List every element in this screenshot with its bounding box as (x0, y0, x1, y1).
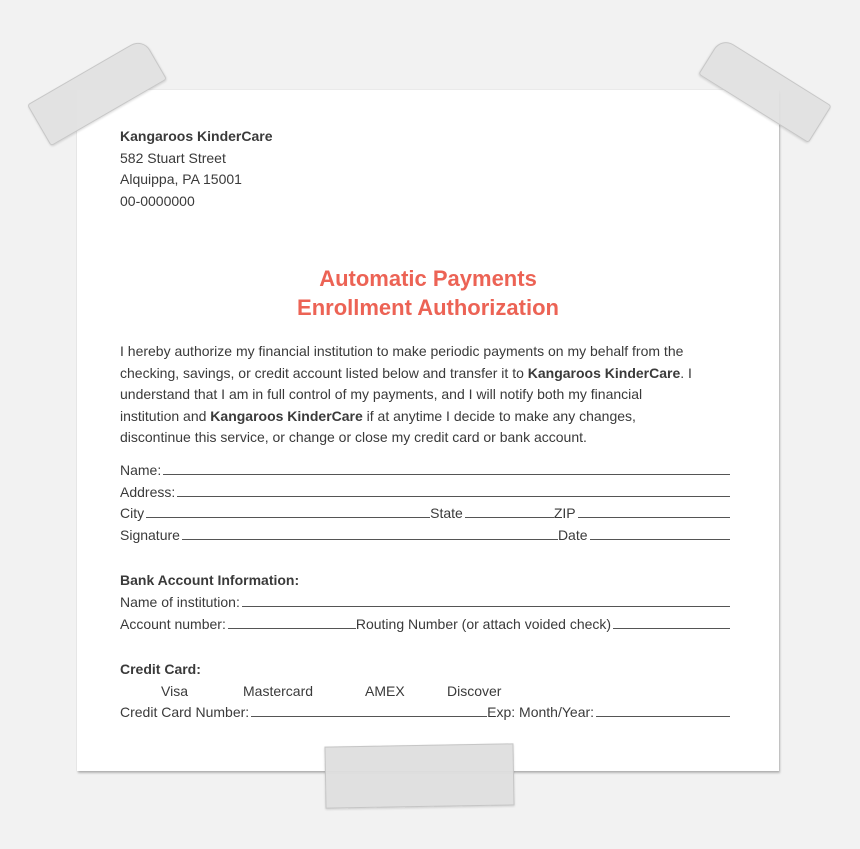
tape-bottom (324, 743, 514, 808)
account-field[interactable] (228, 614, 356, 629)
routing-field[interactable] (613, 614, 730, 629)
exp-field[interactable] (596, 702, 730, 717)
date-field[interactable] (590, 525, 730, 540)
city-row (120, 503, 730, 525)
para-text: institution and (120, 407, 211, 424)
letterhead (120, 126, 730, 212)
para-text: checking, savings, or credit account listed below and transfer it to (120, 364, 528, 381)
company-ref: Kangaroos KinderCare (527, 364, 681, 381)
company-number: 00-0000000 (120, 192, 195, 209)
card-number-row (120, 702, 730, 724)
state-field[interactable] (465, 503, 554, 518)
para-line (120, 406, 730, 428)
card-number-label: Credit Card Number: (120, 704, 250, 721)
card-option-amex[interactable]: AMEX (365, 682, 405, 699)
company-name: Kangaroos KinderCare (120, 128, 273, 144)
card-option-discover[interactable]: Discover (447, 682, 502, 699)
zip-field[interactable] (578, 503, 730, 518)
institution-row (120, 592, 730, 614)
address-row (120, 482, 730, 504)
title-line-1: Automatic Payments (319, 266, 537, 291)
city-state-zip: Alquippa, PA 15001 (120, 171, 242, 188)
institution-label: Name of institution: (120, 593, 240, 610)
city-field[interactable] (146, 503, 430, 518)
signature-row (120, 525, 730, 547)
para-text: if at anytime I decide to make any changes, (362, 407, 636, 424)
para-line: discontinue this service, or change or close my credit card or bank account. (120, 429, 587, 446)
exp-label: Exp: Month/Year: (487, 704, 595, 721)
city-label: City (120, 505, 145, 522)
date-label: Date (557, 526, 588, 543)
enrollment-form (120, 460, 730, 724)
account-row (120, 614, 730, 636)
address-field[interactable] (177, 482, 730, 497)
state-label: State (430, 505, 463, 522)
name-field[interactable] (163, 460, 730, 475)
zip-label: ZIP (553, 505, 576, 522)
routing-label: Routing Number (or attach voided check) (355, 615, 612, 632)
credit-heading: Credit Card: (120, 661, 201, 678)
name-row (120, 460, 730, 482)
institution-field[interactable] (242, 592, 730, 607)
title-line-2: Enrollment Authorization (297, 295, 559, 320)
para-line: understand that I am in full control of my payments, and I will notify both my financial (120, 386, 643, 403)
street-address: 582 Stuart Street (120, 149, 226, 166)
signature-field[interactable] (182, 525, 558, 540)
card-option-visa[interactable]: Visa (161, 682, 188, 699)
bank-heading: Bank Account Information: (120, 572, 300, 589)
page-title (77, 264, 779, 322)
authorization-paragraph (120, 341, 730, 449)
para-line: I hereby authorize my financial institution to make periodic payments on my behalf from the (120, 343, 684, 359)
para-text: . I (680, 364, 692, 381)
account-label: Account number: (120, 615, 226, 632)
card-number-field[interactable] (251, 702, 487, 717)
name-label: Name: (120, 462, 162, 478)
card-options (120, 681, 730, 703)
address-label: Address: (120, 483, 176, 500)
signature-label: Signature (120, 526, 180, 543)
company-ref: Kangaroos KinderCare (210, 407, 363, 424)
card-option-mastercard[interactable]: Mastercard (243, 682, 314, 699)
para-line (120, 363, 730, 385)
